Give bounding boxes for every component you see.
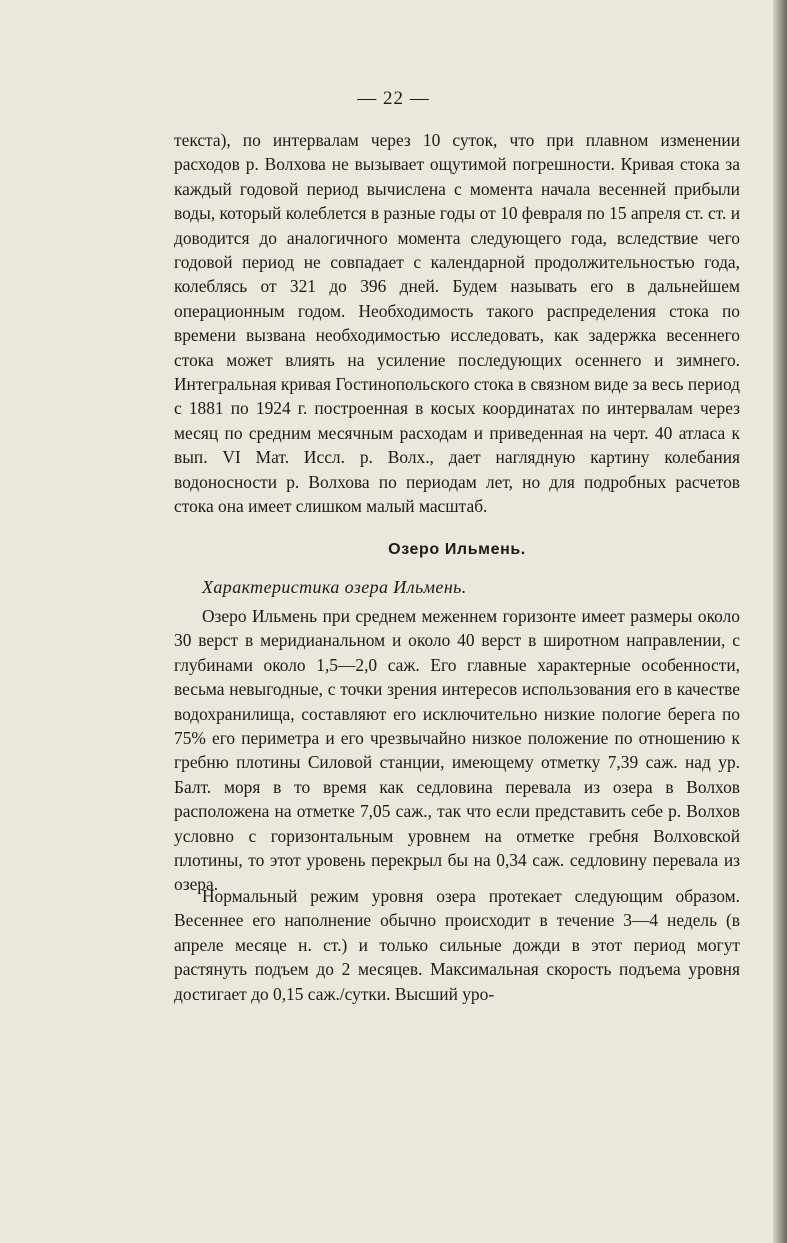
paragraph-continuation <box>174 128 740 519</box>
page-edge-shadow <box>773 0 787 1243</box>
paragraph-text-3: Нормальный режим уровня озера протекает следующим образом. Весеннее его наполнение обычно происходит в течение 3—4 недель (в апреле месяце н. ст.) и только сильные дожди в этот период могут растянуть подъем до 2 месяцев. Максимальная скорость подъема уровня достигает до 0,15 саж./сутки. Высший уро- <box>174 886 740 1004</box>
paragraph-lake-regime <box>174 884 740 1006</box>
paragraph-lake-characteristics <box>174 604 740 897</box>
subsection-title: Характеристика озера Ильмень. <box>202 577 467 597</box>
paragraph-text-2: Озеро Ильмень при среднем меженнем горизонте имеет размеры около 30 верст в меридианальном и около 40 верст в широтном направлении, с глубинами около 1,5—2,0 саж. Его главные характерные особенности, весьма невыгодные, с точки зрения интересов использования его в качестве водохранилища, составляют его исключительно низкие пологие берега по 75% его периметра и его чрезвычайно низкое положение по отношению к гребню плотины Силовой станции, имеющему отметку 7,39 саж. над ур. Балт. моря в то время как седловина перевала из озера в Волхов расположена на отметке 7,05 саж., так что если представить себе р. Волхов условно с горизонтальным уровнем на отметке гребня Волховской плотины, то этот уровень перекрыл бы на 0,34 саж. седловину перевала из озера. <box>174 606 740 895</box>
section-title: Озеро Ильмень. <box>388 541 526 558</box>
paragraph-text-1: текста), по интервалам через 10 суток, что при плавном изменении расходов р. Волхова не вызывает ощутимой погрешности. Кривая стока за каждый годовой период вычислена с момента начала весенней прибыли воды, который колеблется в разные годы от 10 февраля по 15 апреля ст. ст. и доводится до аналогичного момента следующего года, вследствие чего годовой период не совпадает с календарной продолжительностью года, колеблясь от 321 до 396 дней. Будем называть его в дальнейшем операционным годом. Необходимость такого распределения стока по времени вызвана необходимостью исследовать, как задержка весеннего стока может влиять на усиление последующих осеннего и зимнего. Интегральная кривая Гостинопольского стока в связном виде за весь период с 1881 по 1924 г. построенная в косых координатах по интервалам через месяц по средним месячным расходам и приведенная на черт. 40 атласа к вып. VI Мат. Иссл. р. Волх., дает наглядную картину колебания водоносности р. Волхова по периодам лет, но для подробных расчетов стока она имеет слишком малый масштаб. <box>174 130 740 517</box>
page-number: — 22 — <box>357 88 430 109</box>
